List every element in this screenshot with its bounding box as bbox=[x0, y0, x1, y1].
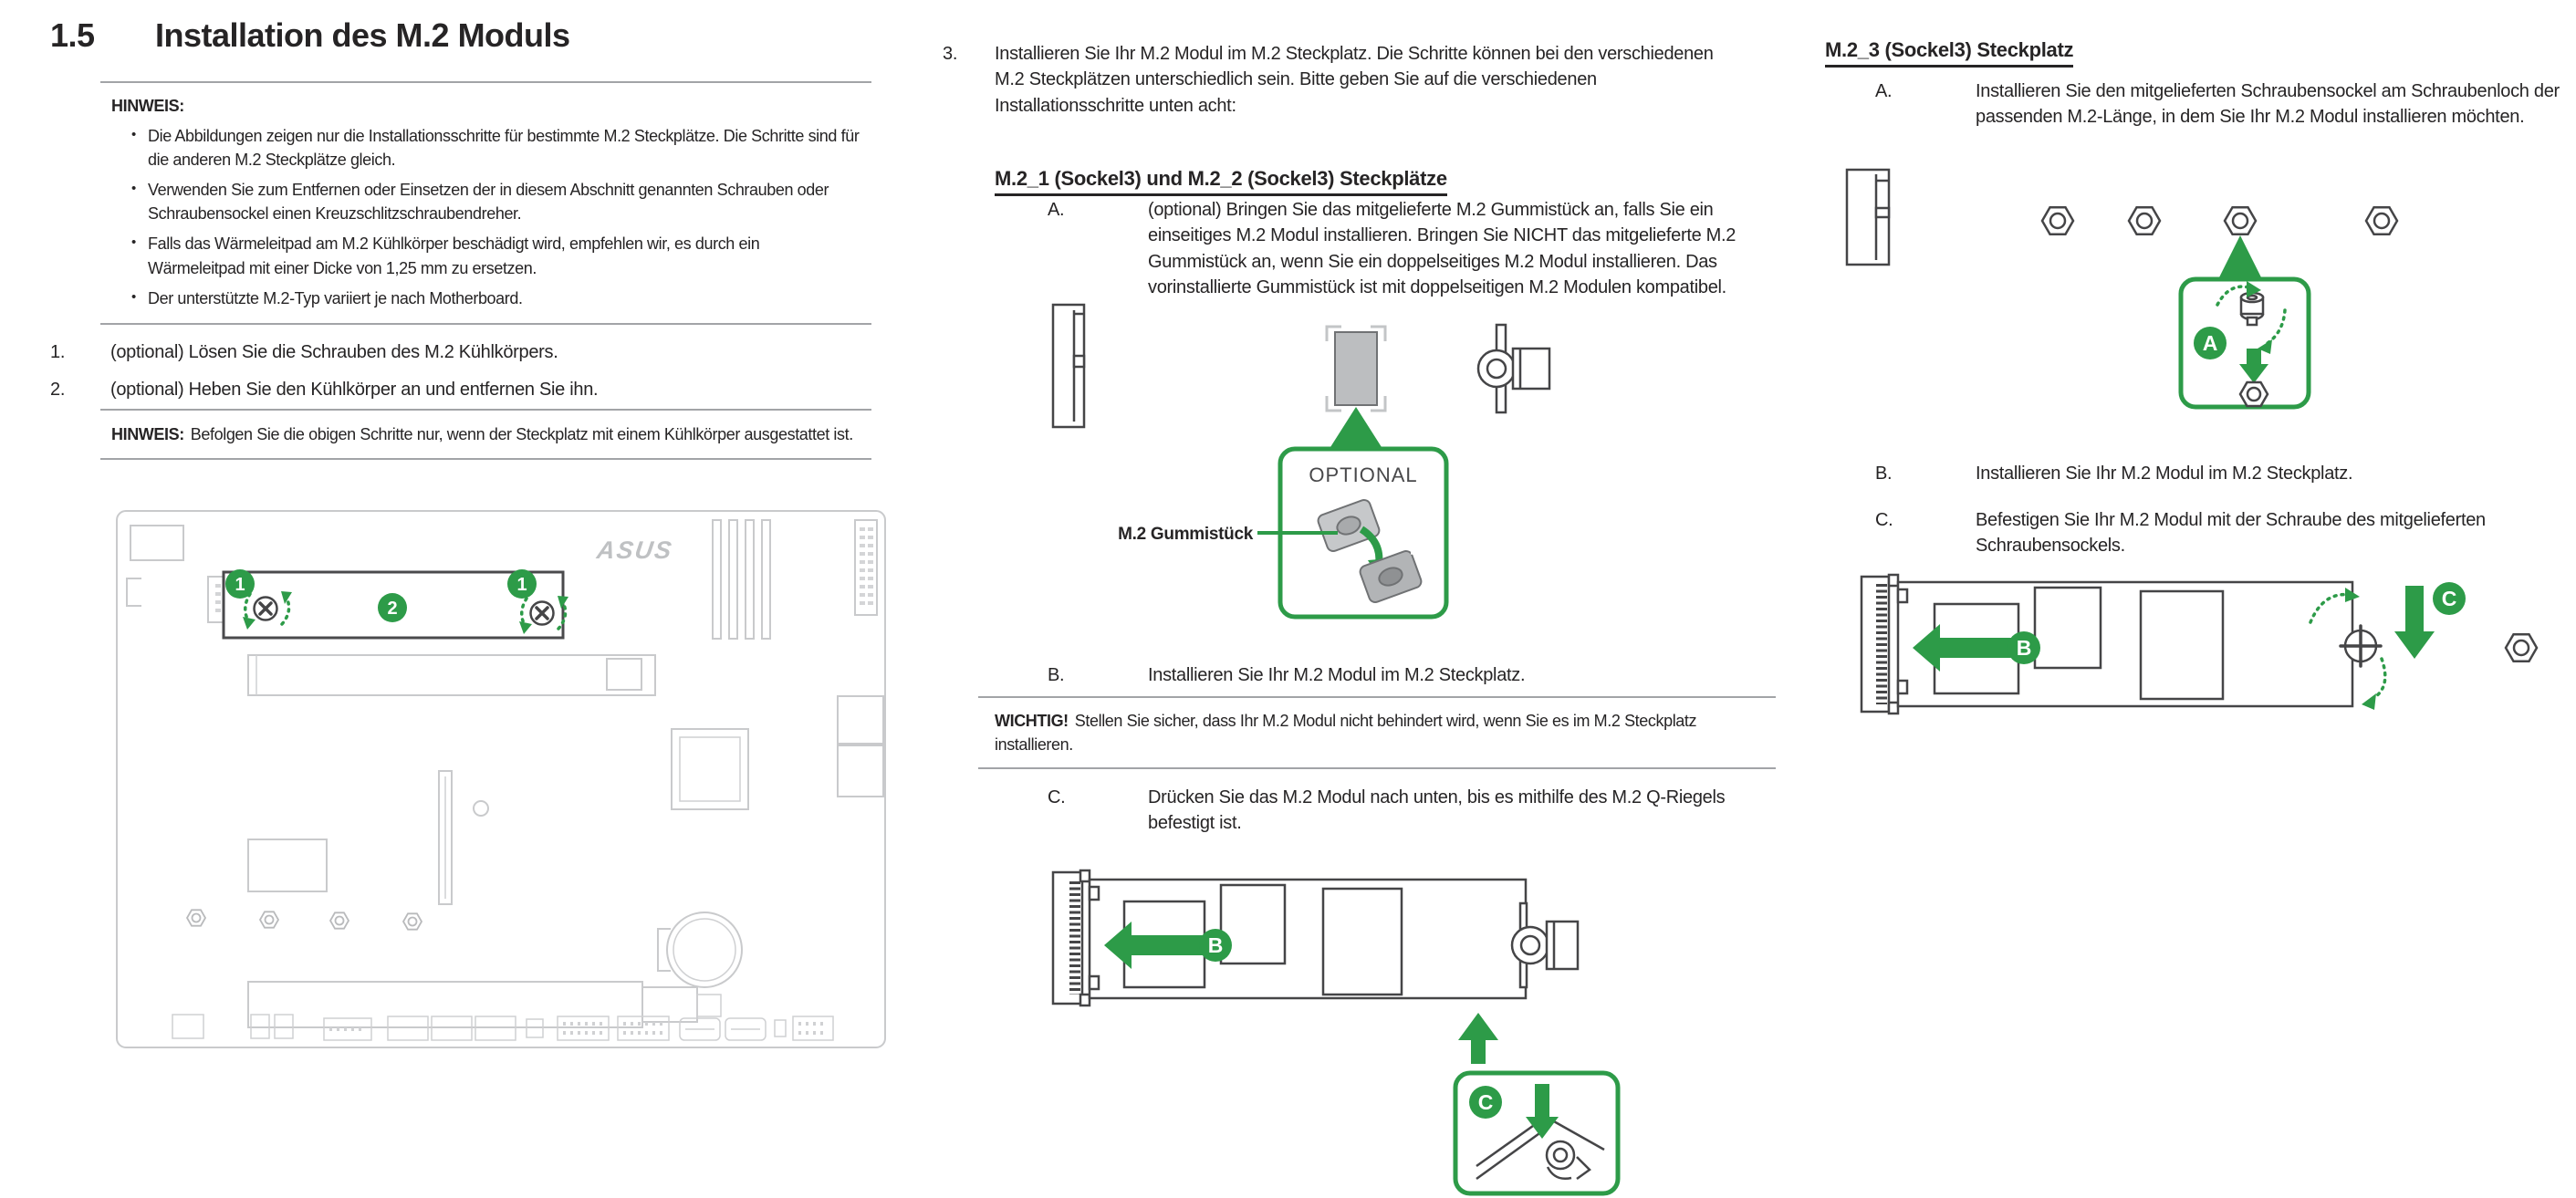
substep-letter: B. bbox=[1875, 464, 1893, 484]
step-text: (optional) Lösen Sie die Schrauben des M.2 Kühlkörpers. bbox=[110, 342, 558, 362]
substep-text: Befestigen Sie Ihr M.2 Modul mit der Schraube des mitgelieferten Schraubensockels. bbox=[1976, 510, 2486, 557]
substep-text: Installieren Sie Ihr M.2 Modul im M.2 Steckplatz. bbox=[1148, 665, 1526, 685]
step-number: 3. bbox=[943, 44, 958, 64]
up-arrow-icon bbox=[1330, 407, 1382, 447]
hex-nut-icon bbox=[2240, 382, 2268, 406]
svg-text:1: 1 bbox=[516, 575, 527, 595]
screw-hole-icon bbox=[2129, 207, 2160, 234]
important-label: WICHTIG! bbox=[995, 712, 1069, 730]
optional-label: OPTIONAL bbox=[1309, 464, 1418, 486]
up-arrow-icon bbox=[1458, 1013, 1498, 1064]
inline-note-label: HINWEIS: bbox=[111, 425, 184, 443]
screw-hole-icon bbox=[2042, 207, 2073, 234]
substep-text: (optional) Bringen Sie das mitgelieferte M.2 Gummistück an, falls Sie ein einseitiges M.2 Modul installieren. Bringen Sie NICHT das mitgelieferte M.2 Gummistück an, wenn Sie ein doppelseitiges M.2 Modul installieren. Das vorinstallierte Gummistück ist mit doppelseitigen M.2 Modulen kompatibel. bbox=[1148, 200, 1736, 298]
numbered-steps bbox=[50, 339, 876, 403]
callout-badge-b bbox=[1199, 929, 1232, 962]
substep-row bbox=[1048, 662, 1778, 688]
substep-row bbox=[1875, 461, 2576, 486]
svg-text:C: C bbox=[1477, 1090, 1494, 1114]
pcie-slots bbox=[713, 520, 770, 639]
substep-letter: C. bbox=[1875, 510, 1893, 530]
substep-text: Installieren Sie den mitgelieferten Schraubensockel am Schraubenloch der passenden M.2-Länge, in dem Sie Ihr M.2 Modul installieren möchten. bbox=[1976, 81, 2560, 128]
notes-list bbox=[111, 124, 860, 310]
substep-row bbox=[1048, 785, 1796, 837]
standoff-diagram bbox=[1834, 164, 2564, 412]
section-number: 1.5 bbox=[50, 16, 95, 54]
standoff-holes bbox=[187, 910, 422, 929]
m2-slot-icon bbox=[1847, 170, 1889, 265]
substep-letter: B. bbox=[1048, 665, 1065, 685]
substep-letter: C. bbox=[1048, 787, 1066, 807]
note-bullet: • Die Abbildungen zeigen nur die Installationsschritte für bestimmte M.2 Steckplätze. Die Schritte sind für die anderen M.2 Steckplätze gleich. bbox=[131, 124, 860, 172]
step-number: 2. bbox=[50, 380, 66, 401]
m2-3-slot bbox=[248, 982, 721, 1027]
substep-row bbox=[1875, 78, 2576, 130]
step-text: (optional) Heben Sie den Kühlkörper an und entfernen Sie ihn. bbox=[110, 380, 599, 401]
hex-nut-icon bbox=[2506, 634, 2537, 661]
callout-badge-b bbox=[2008, 631, 2040, 664]
important-note bbox=[978, 696, 1776, 769]
m2-socket-bracket bbox=[1053, 870, 1090, 1005]
inline-note-text: Befolgen Sie die obigen Schritte nur, wenn der Steckplatz mit einem Kühlkörper ausgestattet ist. bbox=[190, 425, 853, 443]
svg-text:B: B bbox=[1207, 933, 1224, 957]
svg-text:A: A bbox=[2202, 331, 2218, 355]
atx-connector bbox=[855, 520, 877, 615]
chipset-outline bbox=[672, 729, 748, 809]
m2-slot-icon bbox=[1053, 305, 1084, 427]
page-title-row bbox=[50, 16, 881, 55]
callout-badge-1 bbox=[225, 569, 255, 599]
down-arrow-icon bbox=[2394, 586, 2435, 659]
notes-box bbox=[100, 81, 871, 325]
rubber-pad-icon bbox=[1327, 327, 1385, 411]
svg-text:2: 2 bbox=[387, 599, 398, 619]
dimm-slot bbox=[248, 655, 655, 695]
heatsink-screw-icon bbox=[531, 602, 554, 625]
notes-label: HINWEIS: bbox=[111, 97, 184, 115]
substep-letter: A. bbox=[1875, 81, 1893, 101]
substep-letter: A. bbox=[1048, 200, 1065, 220]
screw-hole-icon bbox=[2225, 207, 2256, 234]
battery-icon bbox=[658, 912, 742, 987]
q-latch-icon bbox=[1512, 903, 1578, 987]
up-arrow-icon bbox=[2218, 235, 2262, 279]
m2-pad-diagram bbox=[1040, 301, 1579, 620]
step-row bbox=[50, 377, 876, 402]
step-row bbox=[50, 339, 876, 365]
important-text: Stellen Sie sicher, dass Ihr M.2 Modul nicht behindert wird, wenn Sie es im M.2 Steckplatz installieren. bbox=[995, 712, 1697, 755]
heatsink-screw-icon bbox=[255, 598, 277, 620]
step-number: 1. bbox=[50, 342, 66, 362]
svg-text:1: 1 bbox=[235, 575, 245, 595]
callout-badge-2 bbox=[378, 593, 407, 622]
callout-badge-1 bbox=[507, 569, 537, 599]
asus-logo: ASUS bbox=[595, 536, 675, 564]
screw-hole-icon bbox=[2366, 207, 2397, 234]
svg-text:B: B bbox=[2016, 636, 2032, 660]
q-latch-icon bbox=[1478, 325, 1549, 412]
note-bullet: • Falls das Wärmeleitpad am M.2 Kühlkörper beschädigt wird, empfehlen wir, es durch ein Wärmeleitpad mit einer Dicke von 1,25 mm zu ersetzen. bbox=[131, 232, 860, 279]
callout-badge-a bbox=[2194, 327, 2227, 359]
substep-row bbox=[1048, 197, 1778, 301]
motherboard-diagram bbox=[114, 507, 888, 1051]
m2-module-diagram bbox=[1049, 865, 1643, 1198]
page-title: Installation des M.2 Moduls bbox=[155, 16, 570, 54]
inline-note bbox=[100, 409, 871, 460]
subsection-heading: M.2_3 (Sockel3) Steckplatz bbox=[1825, 38, 2073, 68]
rotate-arrow bbox=[2369, 659, 2385, 701]
pad-label: M.2 Gummistück bbox=[1118, 525, 1253, 544]
svg-text:C: C bbox=[2441, 587, 2457, 610]
callout-badge-c bbox=[2433, 582, 2466, 615]
m2-screw-diagram bbox=[1856, 571, 2559, 722]
step-row bbox=[943, 41, 1746, 119]
subsection-heading: M.2_1 (Sockel3) und M.2_2 (Sockel3) Steckplätze bbox=[995, 167, 1447, 196]
callout-badge-c bbox=[1469, 1086, 1502, 1119]
m2-socket-bracket bbox=[1862, 575, 1898, 714]
substep-text: Installieren Sie Ihr M.2 Modul im M.2 Steckplatz. bbox=[1976, 464, 2353, 484]
substep-text: Drücken Sie das M.2 Modul nach unten, bis es mithilfe des M.2 Q-Riegels befestigt ist. bbox=[1148, 787, 1726, 834]
substep-row bbox=[1875, 507, 2576, 559]
note-bullet: • Verwenden Sie zum Entfernen oder Einsetzen der in diesem Abschnitt genannten Schrauben oder Schraubensockel einen Kreuzschlitzschraubendreher. bbox=[131, 178, 860, 225]
step-text: Installieren Sie Ihr M.2 Modul im M.2 Steckplatz. Die Schritte können bei den verschiedenen M.2 Steckplätzen unterschiedlich sein. Bitte geben Sie auf die verschiedenen Installationsschritte unten acht: bbox=[995, 44, 1714, 116]
note-bullet: • Der unterstützte M.2-Typ variiert je nach Motherboard. bbox=[131, 286, 860, 310]
